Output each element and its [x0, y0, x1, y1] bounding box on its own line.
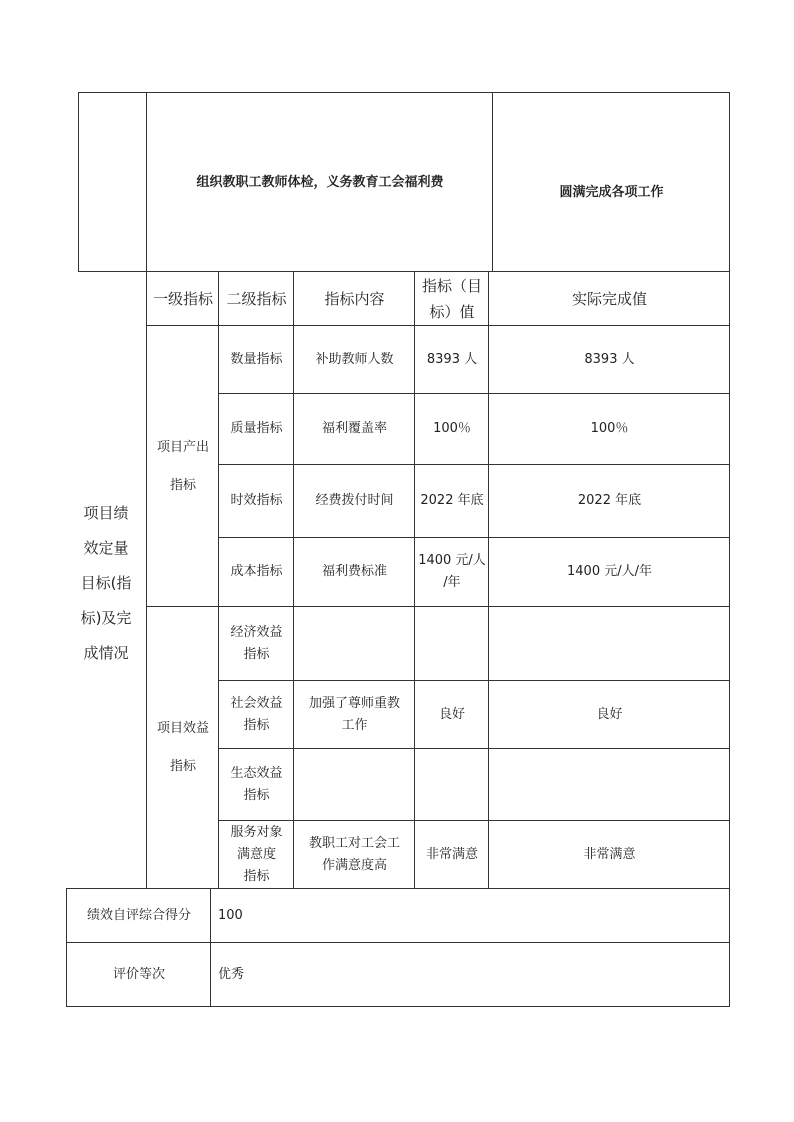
row-actual [490, 749, 729, 820]
row-level2: 经济效益 指标 [230, 624, 283, 662]
row-target: 非常满意 [425, 846, 478, 862]
row-content: 福利费标准 [321, 564, 387, 579]
row-target: 良好 [438, 706, 465, 722]
score-label: 绩效自评综合得分 [86, 907, 191, 923]
row-content: 福利覆盖率 [321, 421, 387, 436]
grade-label: 评价等次 [112, 966, 165, 982]
row-target: 8393 人 [426, 351, 478, 367]
row-actual: 100％ [590, 421, 629, 436]
row-content: 教职工对工会工 作满意度高 [308, 835, 400, 873]
row-actual: 良好 [596, 706, 623, 722]
row-actual: 2022 年底 [577, 493, 642, 508]
row-target: 2022 年底 [420, 493, 484, 508]
score-value: 100 [218, 907, 243, 923]
row-level2: 生态效益 指标 [230, 765, 283, 803]
row-level2: 时效指标 [230, 493, 283, 508]
col-level1: 一级指标 [152, 289, 213, 308]
row-level2: 服务对象 满意度 指标 [230, 824, 283, 884]
row-target: 100％ [433, 421, 471, 436]
rule [78, 92, 79, 272]
row-actual: 1400 元/人/年 [567, 564, 652, 579]
row-content [295, 749, 414, 820]
col-level2: 二级指标 [226, 289, 287, 308]
row-level2: 数量指标 [230, 351, 283, 367]
col-target: 指标（目 标）值 [421, 276, 482, 321]
col-actual: 实际完成值 [571, 289, 647, 308]
project-description: 组织教职工教师体检，义务教育工会福利费 [196, 174, 444, 190]
row-target [416, 749, 488, 820]
row-content [295, 607, 414, 680]
row-content: 经费拨付时间 [315, 493, 394, 508]
row-level2: 社会效益 指标 [230, 695, 283, 733]
row-actual: 8393 人 [584, 351, 635, 367]
row-content: 加强了尊师重教 工作 [308, 695, 400, 733]
row-level2: 质量指标 [230, 421, 283, 436]
row-target [416, 607, 488, 680]
grade-value: 优秀 [218, 966, 245, 982]
group-benefit: 项目效益 指标 [156, 721, 209, 774]
rule [66, 1006, 730, 1007]
row-actual: 非常满意 [583, 846, 636, 862]
group-output: 项目产出 指标 [156, 439, 209, 493]
project-completion: 圆满完成各项工作 [559, 185, 664, 200]
row-target: 1400 元/人 /年 [418, 553, 486, 590]
col-content: 指标内容 [324, 289, 385, 308]
rule [729, 92, 730, 1007]
row-level2: 成本指标 [230, 564, 283, 579]
row-actual [490, 607, 729, 680]
section-label: 项目绩 效定量 目标(指 标)及完 成情况 [80, 503, 132, 662]
row-content: 补助教师人数 [315, 351, 394, 367]
